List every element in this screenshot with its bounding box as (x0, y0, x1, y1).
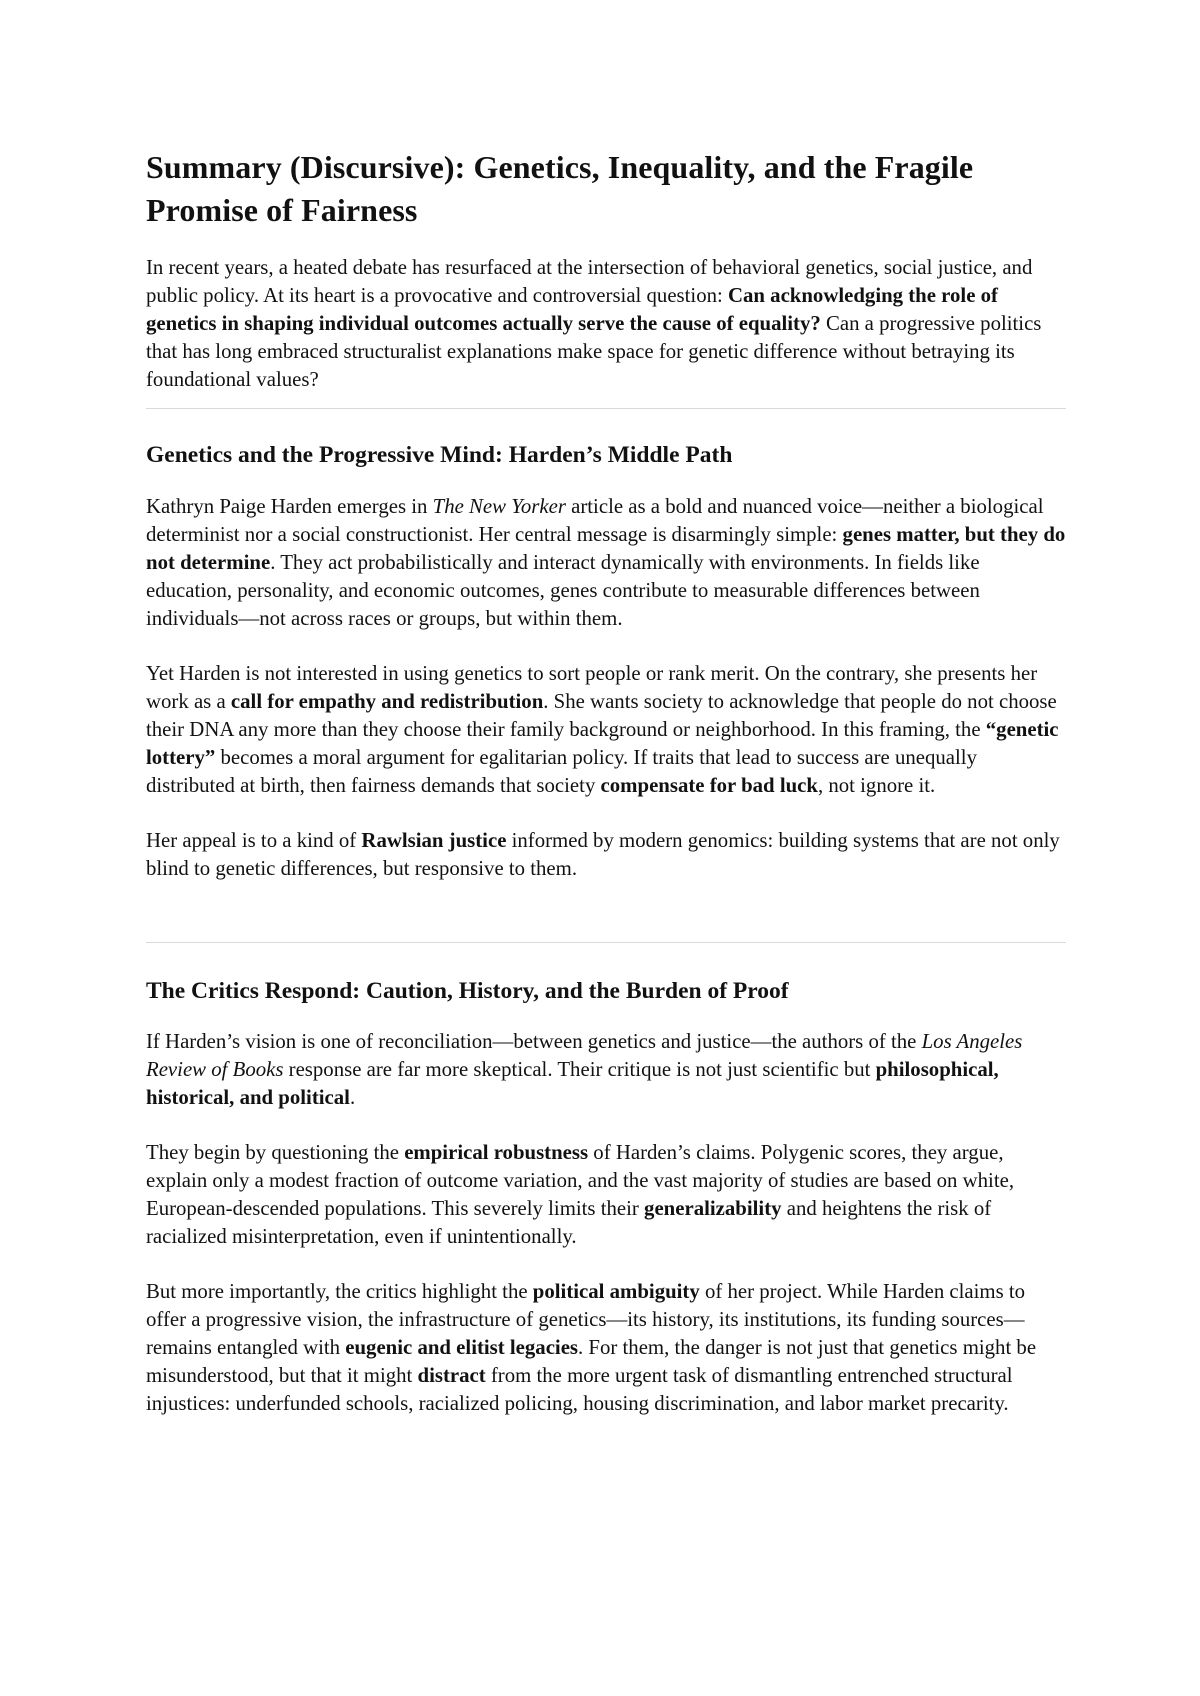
text-run: In recent years, a heated debate has resurfaced at the intersection of behavioral genetics, social justice, and public policy. At its heart is a provocative and controversial question: (146, 256, 1033, 307)
text-run: Kathryn Paige Harden emerges in (146, 495, 433, 518)
text-run: and heightens the risk of racialized misinterpretation, even if unintentionally. (146, 1197, 992, 1248)
text-run: If Harden’s vision is one of reconciliation—between genetics and justice—the authors of the (146, 1030, 922, 1053)
text-run: of Harden’s claims. Polygenic scores, they argue, explain only a modest fraction of outcome variation, and the vast majority of studies are based on white, European-descended populations. This severely limits their (146, 1141, 1015, 1220)
text-run: Can a progressive politics that has long embraced structuralist explanations make space for genetic difference without betraying its foundational values? (146, 312, 1042, 391)
text-run: . They act probabilistically and interact dynamically with environments. In fields like education, personality, and economic outcomes, genes contribute to measurable differences between individuals—not across races or groups, but within them. (146, 551, 980, 630)
section2-paragraph-1 (146, 1028, 1066, 1112)
text-run: . She wants society to acknowledge that people do not choose their DNA any more than they choose their family background or neighborhood. In this framing, the (146, 690, 1057, 741)
text-run: of her project. While Harden claims to offer a progressive vision, the infrastructure of genetics—its history, its institutions, its funding sources—remains entangled with (146, 1280, 1026, 1359)
text-run: article as a bold and nuanced voice—neither a biological determinist nor a social constructionist. Her central message is disarmingly simple: (146, 495, 1044, 546)
section2-paragraph-3 (146, 1278, 1066, 1418)
text-run: from the more urgent task of dismantling entrenched structural injustices: underfunded schools, racialized policing, housing discrimination, and labor market precarity. (146, 1364, 1013, 1415)
bold-run: eugenic and elitist legacies (345, 1336, 579, 1359)
bold-run: empirical robustness (404, 1141, 589, 1164)
text-run: They begin by questioning the (146, 1141, 405, 1164)
italic-run: Los Angeles Review of Books (146, 1030, 1023, 1081)
text-run: But more importantly, the critics highlight the (146, 1280, 533, 1303)
intro-paragraph (146, 254, 1066, 394)
bold-run: compensate for bad luck (600, 774, 818, 797)
bold-run: call for empathy and redistribution (230, 690, 544, 713)
text-run: Her appeal is to a kind of (146, 829, 362, 852)
text-run: Yet Harden is not interested in using genetics to sort people or rank merit. On the contrary, she presents her work as a (146, 662, 1038, 713)
bold-run: “genetic lottery” (146, 718, 1059, 769)
bold-run: distract (417, 1364, 486, 1387)
section-heading-2: The Critics Respond: Caution, History, and the Burden of Proof (146, 978, 789, 1004)
section1-paragraph-3 (146, 827, 1066, 883)
bold-run: Rawlsian justice (361, 829, 507, 852)
italic-run: The New Yorker (432, 495, 566, 518)
section-divider (146, 408, 1066, 409)
document-title: Summary (Discursive): Genetics, Inequality, and the Fragile Promise of Fairness (146, 149, 974, 228)
section1-paragraph-1 (146, 493, 1066, 633)
document-page (146, 146, 1066, 1418)
bold-run: generalizability (644, 1197, 782, 1220)
section-divider (146, 942, 1066, 943)
section2-paragraph-2 (146, 1139, 1066, 1251)
bold-run: philosophical, historical, and political (146, 1058, 999, 1109)
text-run: becomes a moral argument for egalitarian policy. If traits that lead to success are unequally distributed at birth, then fairness demands that society (146, 746, 977, 797)
section-heading-1: Genetics and the Progressive Mind: Harden’s Middle Path (146, 442, 733, 468)
bold-run: genes matter, but they do not determine (146, 523, 1066, 574)
text-run: response are far more skeptical. Their critique is not just scientific but (283, 1058, 876, 1081)
text-run: , not ignore it. (817, 774, 936, 797)
text-run: informed by modern genomics: building systems that are not only blind to genetic differences, but responsive to them. (146, 829, 1060, 880)
bold-run: Can acknowledging the role of genetics in shaping individual outcomes actually serve the cause of equality? (146, 284, 998, 335)
text-run: . For them, the danger is not just that genetics might be misunderstood, but that it might (146, 1336, 1037, 1387)
text-run: . (349, 1086, 356, 1109)
section1-paragraph-2 (146, 660, 1066, 800)
bold-run: political ambiguity (532, 1280, 700, 1303)
